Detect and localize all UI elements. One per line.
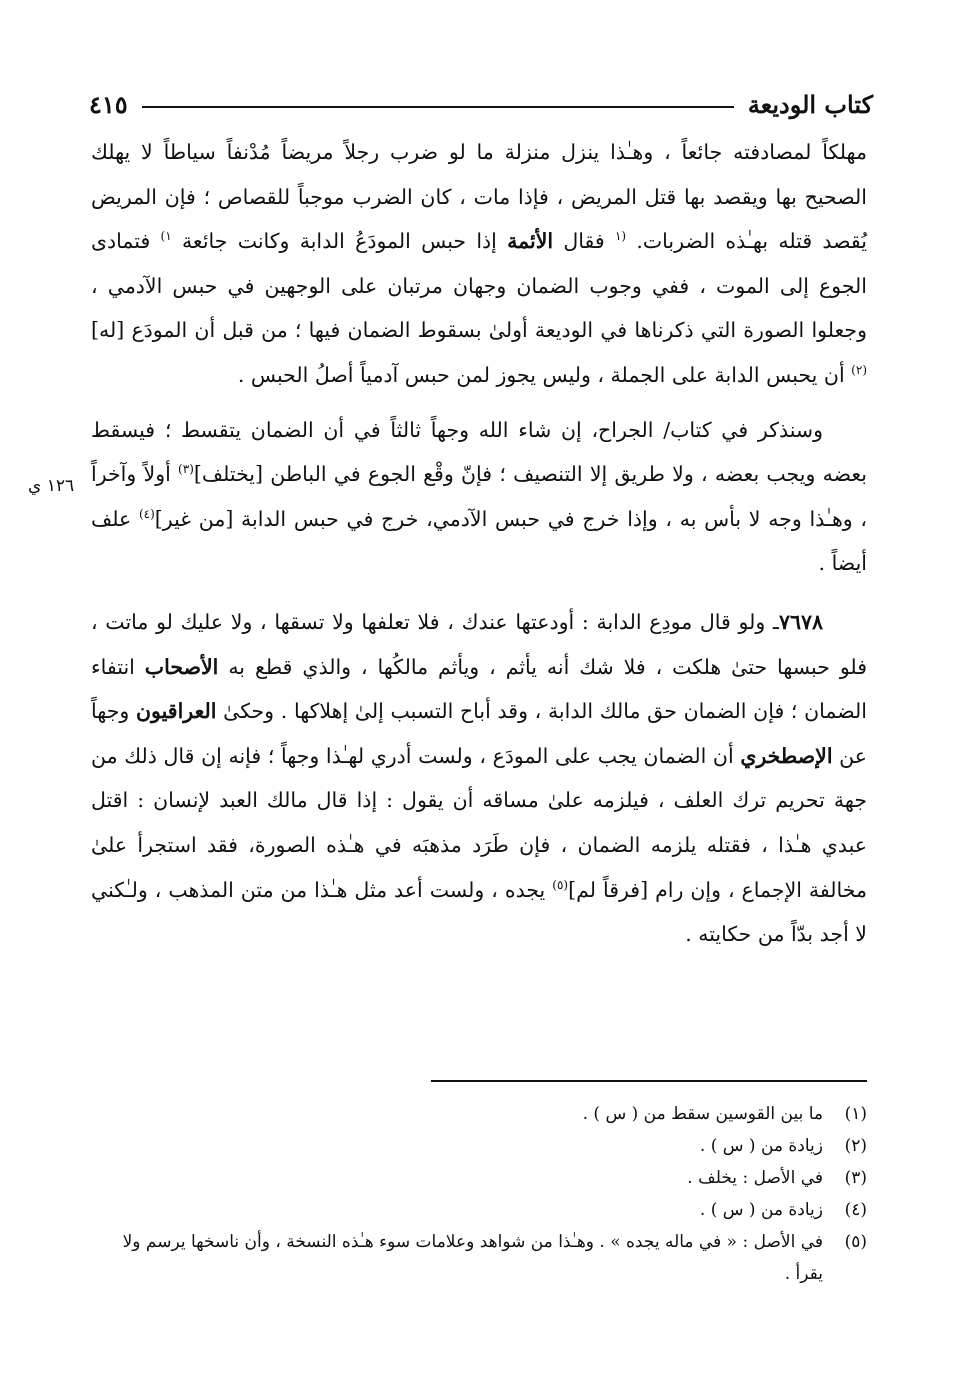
- footnote-ref: (٢): [851, 363, 867, 378]
- text-run: وسنذكر في كتاب/ الجراح، إن شاء الله وجهاً ثالثاً في أن الضمان يتقسط ؛ فيسقط بعضه ويجب بعضه ، ولا طريق إلا التنصيف ؛ فإنّ وقْع الجوع في الباطن [يختلف]: [91, 417, 867, 487]
- text-run: مهلكاً لمصادفته جائعاً ، وهـٰذا ينزل منزلة ما لو ضرب رجلاً مريضاً مُدْنفاً سياطاً لا يهلك الصحيح بها ويقصد بها قتل المريض ، فإذا مات ، كان الضرب موجباً للقصاص ؛ فإن المريض يُقصد قتله بهـٰذه الضربات.: [91, 140, 868, 254]
- text-run: فتمادى الجوع إلى الموت ، ففي وجوب الضمان وجهان مرتبان على الوجهين في حبس الآدمي ، وجعلوا الصورة التي ذكرناها في الوديعة أولىٰ بسقوط الضمان فيها ؛ من قبل أن المودَع [له]: [91, 229, 867, 343]
- text-run: وجهاً عن: [91, 699, 867, 768]
- text-run: أولاً وآخراً ، وهـٰذا وجه لا بأس به ، وإذا خرج في حبس الآدمي، خرج في حبس الدابة [من غير]: [91, 462, 867, 531]
- footnote-number: (١): [844, 1104, 867, 1124]
- footnote-text: في الأصل : « في ماله يجده » . وهـٰذا من شواهد وعلامات سوء هـٰذه النسخة ، وأن ناسخها يرسم ولا يقرأ .: [122, 1232, 823, 1284]
- footnote-text: زيادة من ( س ) .: [699, 1136, 823, 1156]
- running-head: [89, 84, 873, 124]
- text-run: ـ ولو قال مودِع الدابة : أودعتها عندك ، فلا تعلفها ولا تسقها ، ولا عليك لو ماتت ، فلو حبسها حتىٰ هلكت ، فلا شك أنه يأثم ، ويأثم مالكُها ، والذي قطع به: [91, 609, 868, 679]
- footnote-number: (٤): [844, 1200, 867, 1220]
- text-run: انتفاء الضمان ؛ فإن الضمان حق مالك الدابة ، وقد أباح التسبب إلىٰ إهلاكها . وحكىٰ: [91, 654, 867, 724]
- footnote-number: (٣): [844, 1168, 867, 1188]
- bold-term: الأئمة: [507, 229, 554, 254]
- footnote-5: [91, 1226, 867, 1290]
- main-text: [91, 130, 867, 957]
- paragraph-2: [91, 408, 867, 586]
- paragraph-3: [91, 600, 867, 957]
- footnote-3: [91, 1162, 867, 1194]
- bold-term: الأصحاب: [144, 654, 219, 679]
- footnote-separator: [431, 1080, 867, 1082]
- header-rule: [142, 106, 734, 108]
- footnote-2: [91, 1130, 867, 1162]
- footnote-number: (٢): [844, 1136, 867, 1156]
- bold-term: ٧٦٧٨: [778, 609, 823, 634]
- text-run: إذا حبس المودَعُ الدابة وكانت جائعة: [171, 229, 508, 254]
- footnote-ref: (٤): [138, 506, 155, 521]
- bold-term: العراقيون: [135, 699, 217, 724]
- text-run: أن الضمان يجب على المودَع ، ولست أدري لهـٰذا وجهاً ؛ فإنه إن قال ذلك من جهة تحريم ترك العلف ، فيلزمه علىٰ مساقه أن يقول : إذا قال مالك العبد لإنسان : اقتل عبدي هـٰذا ، فقتله يلزمه الضمان ، فإن طَرَد مذهبَه في هـٰذه الصورة، فقد استجرأ علىٰ مخالفة الإجماع ، وإن رام [فرقاً لم]: [91, 743, 867, 902]
- text-run: فقال: [553, 229, 615, 254]
- text-run: يجده ، ولست أعد مثل هـٰذا من متن المذهب ، ولـٰكني لا أجد بدّاً من حكايته .: [91, 877, 867, 947]
- footnote-number: (٥): [844, 1232, 867, 1252]
- footnote-text: ما بين القوسين سقط من ( س ) .: [582, 1104, 823, 1124]
- chapter-title: كتاب الوديعة: [747, 89, 873, 119]
- footnote-1: [91, 1098, 867, 1130]
- footnote-4: [91, 1194, 867, 1226]
- footnotes: [91, 1098, 867, 1290]
- margin-folio-note: ١٢٦ ي: [28, 476, 75, 496]
- bold-term: الإصطخري: [740, 743, 833, 768]
- paragraph-1: [91, 130, 867, 398]
- footnote-ref: ١): [160, 229, 172, 244]
- page-number: ٤١٥: [89, 89, 128, 119]
- footnote-text: في الأصل : يخلف .: [687, 1168, 823, 1188]
- footnote-ref: (١: [614, 229, 627, 244]
- text-run: أن يحبس الدابة على الجملة ، وليس يجوز لمن حبس آدمياً أصلُ الحبس .: [237, 362, 852, 387]
- text-run: علف أيضاً .: [91, 506, 867, 576]
- footnote-ref: (٣): [178, 462, 194, 477]
- footnote-text: زيادة من ( س ) .: [699, 1200, 823, 1220]
- footnote-ref: (٥): [552, 877, 569, 892]
